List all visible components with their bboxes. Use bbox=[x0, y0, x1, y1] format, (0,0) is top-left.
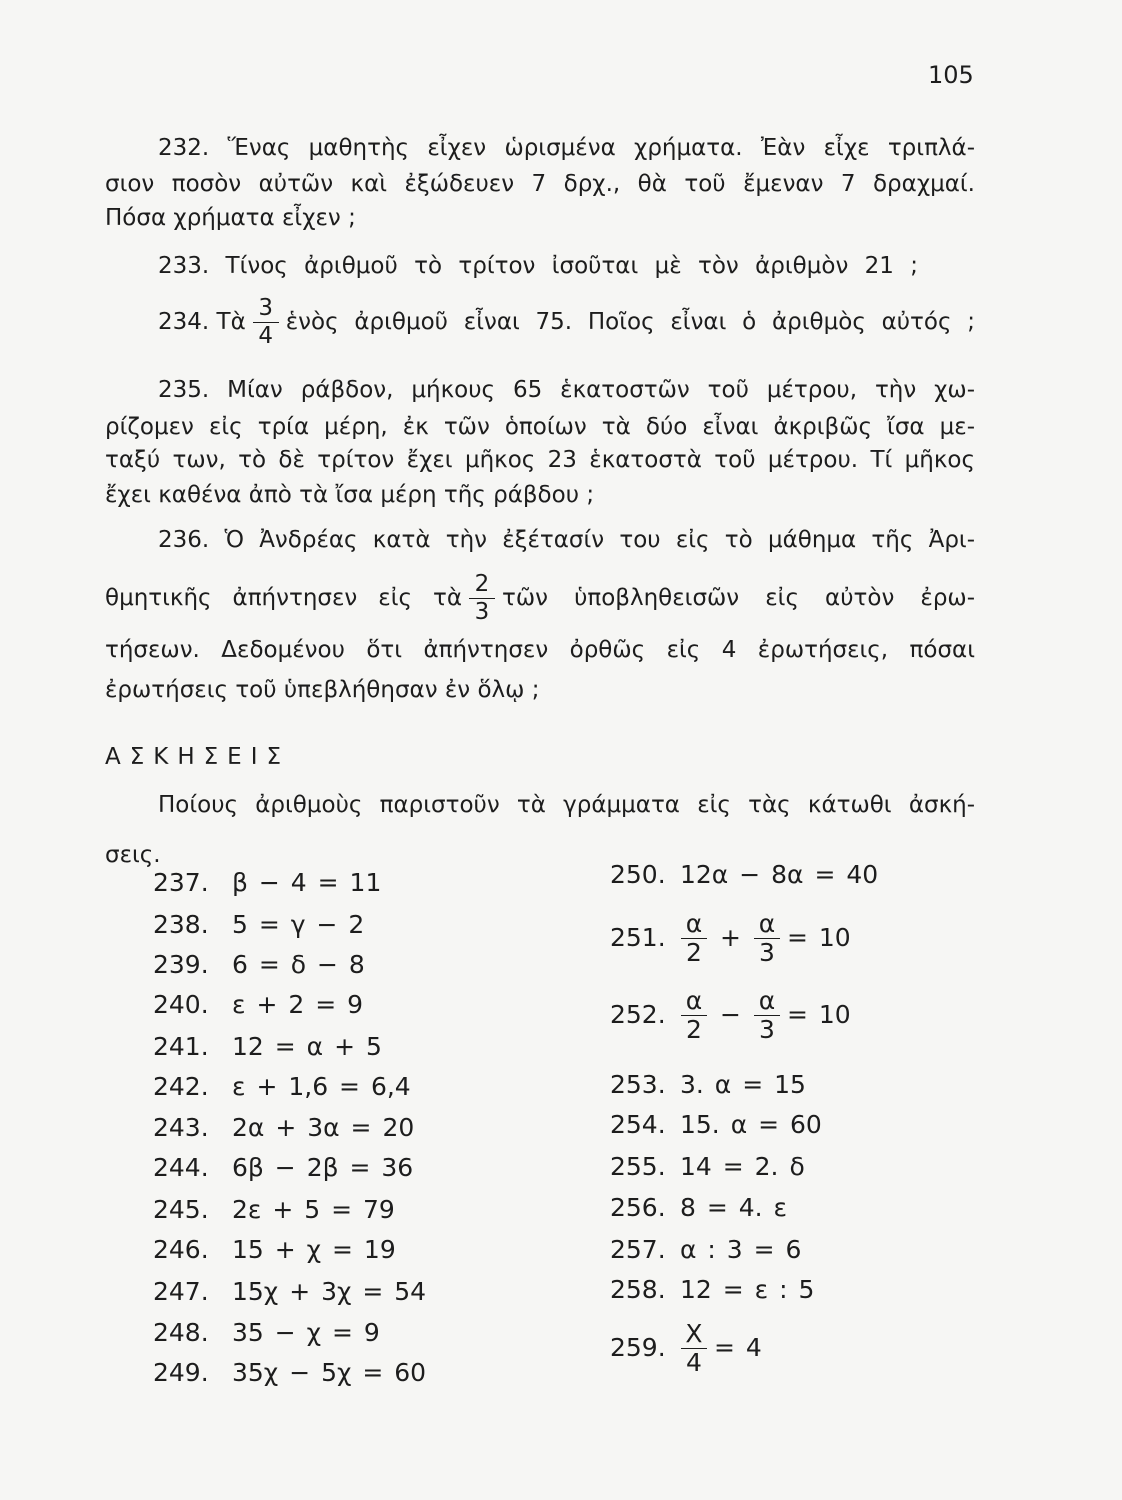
exercise-number: 246. bbox=[153, 1235, 209, 1264]
problem-232-line-3: Πόσα χρήματα εἶχεν ; bbox=[105, 205, 356, 231]
exercise-253 bbox=[610, 1068, 806, 1102]
fraction-denominator: 2 bbox=[686, 1014, 702, 1044]
equation-rhs: = 4 bbox=[714, 1333, 762, 1362]
fraction-numerator: α bbox=[685, 908, 703, 938]
problem-236-line-4: ἐρωτήσεις τοῦ ὑπεβλήθησαν ἐν ὅλῳ ; bbox=[105, 677, 540, 703]
problem-235-line-4: ἔχει καθένα ἀπὸ τὰ ἴσα μέρη τῆς ράβδου ; bbox=[105, 482, 595, 508]
exercises-instruction-line-2: σεις. bbox=[105, 842, 161, 868]
exercise-equation: 15 + χ = 19 bbox=[232, 1235, 396, 1264]
exercise-258 bbox=[610, 1273, 814, 1307]
exercise-number: 252. bbox=[610, 1000, 666, 1029]
problem-236-line-2 bbox=[105, 568, 975, 628]
exercises-heading: ΑΣΚΗΣΕΙΣ bbox=[105, 744, 291, 770]
exercise-244 bbox=[153, 1151, 413, 1185]
problem-235-line-1: 235. Μίαν ράβδον, μήκους 65 ἑκατοστῶν τοῦ μέτρου, τὴν χω- bbox=[158, 377, 975, 403]
exercise-number: 247. bbox=[153, 1277, 209, 1306]
exercise-equation: 35χ − 5χ = 60 bbox=[232, 1358, 427, 1387]
equation-rhs: = 10 bbox=[786, 1000, 851, 1029]
fraction-denominator: 2 bbox=[686, 937, 702, 967]
exercise-equation: 12 = ε : 5 bbox=[680, 1275, 815, 1304]
exercise-255 bbox=[610, 1150, 805, 1184]
equation-rhs: = 10 bbox=[786, 923, 851, 952]
exercise-240 bbox=[153, 988, 363, 1022]
fraction-denominator: 4 bbox=[686, 1347, 702, 1377]
exercise-equation: 35 − χ = 9 bbox=[232, 1318, 380, 1347]
exercise-equation: 5 = γ − 2 bbox=[232, 910, 365, 939]
fraction-numerator: α bbox=[758, 908, 776, 938]
exercise-number: 238. bbox=[153, 910, 209, 939]
problem-236-line-3: τήσεων. Δεδομένου ὅτι ἀπήντησεν ὀρθῶς εἰς 4 ἐρωτήσεις, πόσαι bbox=[105, 637, 975, 663]
problem-235-line-2: ρίζομεν εἰς τρία μέρη, ἐκ τῶν ὁποίων τὰ δύο εἶναι ἀκριβῶς ἴσα με- bbox=[105, 414, 975, 440]
exercise-number: 244. bbox=[153, 1153, 209, 1182]
exercise-equation: 14 = 2. δ bbox=[680, 1152, 805, 1181]
problem-234-before: 234. Τὰ bbox=[158, 309, 246, 335]
exercise-equation: 6 = δ − 8 bbox=[232, 950, 365, 979]
exercise-251 bbox=[610, 904, 851, 972]
exercise-number: 241. bbox=[153, 1032, 209, 1061]
exercise-243 bbox=[153, 1111, 414, 1145]
fraction-denominator: 4 bbox=[258, 322, 274, 349]
exercise-equation: 12α − 8α = 40 bbox=[680, 860, 879, 889]
exercise-number: 245. bbox=[153, 1195, 209, 1224]
exercise-number: 248. bbox=[153, 1318, 209, 1347]
fraction-denominator: 3 bbox=[474, 598, 490, 625]
fraction-chi-over-four bbox=[681, 1320, 707, 1377]
exercise-247 bbox=[153, 1275, 426, 1309]
exercise-equation: 15. α = 60 bbox=[680, 1110, 822, 1139]
fraction-numerator: α bbox=[758, 985, 776, 1015]
exercise-equation: 2α + 3α = 20 bbox=[232, 1113, 415, 1142]
exercise-246 bbox=[153, 1233, 396, 1267]
exercise-equation: α : 3 = 6 bbox=[680, 1235, 802, 1264]
exercise-250 bbox=[610, 858, 878, 892]
exercise-number: 240. bbox=[153, 990, 209, 1019]
exercise-number: 237. bbox=[153, 868, 209, 897]
exercise-number: 243. bbox=[153, 1113, 209, 1142]
problem-232-line-1: 232. Ἕνας μαθητὴς εἶχεν ὡρισμένα χρήματα. Ἐὰν εἶχε τριπλά- bbox=[158, 135, 975, 161]
exercise-number: 250. bbox=[610, 860, 666, 889]
fraction-numerator: α bbox=[685, 985, 703, 1015]
exercise-number: 259. bbox=[610, 1333, 666, 1362]
exercise-238 bbox=[153, 908, 364, 942]
fraction-denominator: 3 bbox=[759, 937, 775, 967]
fraction-numerator: 2 bbox=[474, 570, 490, 597]
plus-operator: + bbox=[720, 923, 741, 952]
exercise-equation: ε + 2 = 9 bbox=[232, 990, 364, 1019]
exercise-number: 253. bbox=[610, 1070, 666, 1099]
fraction-denominator: 3 bbox=[759, 1014, 775, 1044]
fraction-three-quarters bbox=[253, 295, 279, 350]
exercise-equation: 12 = α + 5 bbox=[232, 1032, 382, 1061]
exercise-number: 239. bbox=[153, 950, 209, 979]
exercise-257 bbox=[610, 1233, 801, 1267]
exercise-256 bbox=[610, 1191, 787, 1225]
exercise-equation: 8 = 4. ε bbox=[680, 1193, 788, 1222]
exercise-number: 254. bbox=[610, 1110, 666, 1139]
problem-235-line-3: ταξύ των, τὸ δὲ τρίτον ἔχει μῆκος 23 ἑκατοστὰ τοῦ μέτρου. Τί μῆκος bbox=[105, 447, 975, 473]
minus-operator: − bbox=[720, 1000, 741, 1029]
exercise-number: 257. bbox=[610, 1235, 666, 1264]
exercise-equation: ε + 1,6 = 6,4 bbox=[232, 1072, 411, 1101]
exercise-259 bbox=[610, 1314, 762, 1382]
exercise-equation: 15χ + 3χ = 54 bbox=[232, 1277, 427, 1306]
exercise-equation: 6β − 2β = 36 bbox=[232, 1153, 414, 1182]
exercise-number: 258. bbox=[610, 1275, 666, 1304]
exercise-equation: β − 4 = 11 bbox=[232, 868, 382, 897]
exercise-number: 256. bbox=[610, 1193, 666, 1222]
problem-236-line-1: 236. Ὁ Ἀνδρέας κατὰ τὴν ἐξέτασίν του εἰς τὸ μάθημα τῆς Ἀρι- bbox=[158, 527, 975, 553]
exercise-242 bbox=[153, 1070, 411, 1104]
problem-236-line-2-after: τῶν ὑποβληθεισῶν εἰς αὐτὸν ἐρω- bbox=[502, 585, 975, 611]
fraction-alpha-over-two bbox=[681, 910, 707, 967]
exercise-number: 251. bbox=[610, 923, 666, 952]
exercise-equation: 2ε + 5 = 79 bbox=[232, 1195, 395, 1224]
fraction-two-thirds bbox=[469, 571, 495, 626]
problem-234-line bbox=[158, 292, 975, 352]
problem-236-line-2-before: θμητικῆς ἀπήντησεν εἰς τὰ bbox=[105, 585, 462, 611]
exercise-254 bbox=[610, 1108, 822, 1142]
exercise-number: 255. bbox=[610, 1152, 666, 1181]
problem-234-after: ἑνὸς ἀριθμοῦ εἶναι 75. Ποῖος εἶναι ὁ ἀριθμὸς αὐτός ; bbox=[285, 309, 975, 335]
exercise-245 bbox=[153, 1193, 395, 1227]
fraction-numerator: 3 bbox=[258, 294, 274, 321]
problem-232-line-2: σιον ποσὸν αὐτῶν καὶ ἐξώδευεν 7 δρχ., θὰ τοῦ ἔμεναν 7 δραχμαί. bbox=[105, 171, 975, 197]
exercise-249 bbox=[153, 1356, 426, 1390]
fraction-numerator: Χ bbox=[685, 1318, 703, 1348]
exercise-237 bbox=[153, 866, 381, 900]
problem-233-line-1: 233. Τίνος ἀριθμοῦ τὸ τρίτον ἰσοῦται μὲ τὸν ἀριθμὸν 21 ; bbox=[158, 253, 918, 279]
exercise-241 bbox=[153, 1030, 382, 1064]
fraction-alpha-over-three bbox=[754, 910, 780, 967]
exercise-239 bbox=[153, 948, 365, 982]
exercise-252 bbox=[610, 981, 851, 1049]
exercise-number: 249. bbox=[153, 1358, 209, 1387]
exercise-248 bbox=[153, 1316, 380, 1350]
exercise-number: 242. bbox=[153, 1072, 209, 1101]
exercises-instruction-line-1: Ποίους ἀριθμοὺς παριστοῦν τὰ γράμματα εἰς τὰς κάτωθι ἀσκή- bbox=[158, 792, 975, 818]
exercise-equation: 3. α = 15 bbox=[680, 1070, 806, 1099]
fraction-alpha-over-three bbox=[754, 987, 780, 1044]
fraction-alpha-over-two bbox=[681, 987, 707, 1044]
page-number: 105 bbox=[928, 61, 974, 89]
